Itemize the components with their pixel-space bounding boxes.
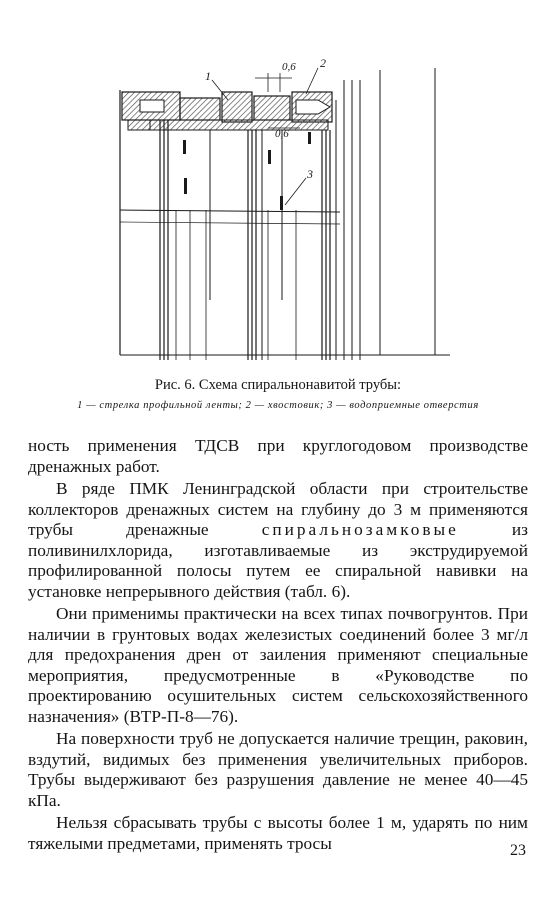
pipe-figure [0, 0, 556, 372]
paragraph-2: В ряде ПМК Ленинградской области при строительстве коллекторов дренажных систем на глубину до 3 м применяются трубы дренажные спиральнозамковые из поливинилхлорида, изготавливаемые из экструдируемой профилированной полосы путем ее спиральной навивки на установке непрерывного действия (табл. 6). [28, 479, 528, 601]
spaced-term: спиральнозамковые [261, 520, 459, 539]
profile-strip-section [122, 92, 332, 130]
figure-caption: Рис. 6. Схема спиральнонавитой трубы: [154, 377, 402, 393]
page-number: 23 [510, 842, 526, 859]
intake-holes [183, 132, 311, 210]
body-text [28, 436, 528, 854]
spiral-pipe-drawing [0, 0, 556, 372]
paragraph-3: Они применимы практически на всех типах почвогрунтов. При наличии в грунтовых водах железистых соединений более 3 мг/л для предохранения дрен от заиления применяют специальные мероприятия, предусмотренные в «Руководстве по проектированию осушительных систем сельскохозяйственного назначения» (ВТР-П-8—76). [28, 604, 528, 726]
callout-1: 1 [205, 69, 211, 83]
callout-3: 3 [307, 167, 313, 181]
figure-legend: 1 — стрелка профильной ленты; 2 — хвостовик; 3 — водоприемные отверстия [77, 400, 479, 411]
paragraph-4: На поверхности труб не допускается наличие трещин, раковин, вздутий, видимых без применения увеличительных приборов. Трубы выдерживают без разрушения давление не менее 40—45 кПа. [28, 729, 528, 810]
callout-2: 2 [320, 56, 326, 70]
dim-label-top: 0,6 [282, 61, 296, 73]
dim-label-mid: 0,6 [275, 128, 289, 140]
paragraph-5: Нельзя сбрасывать трубы с высоты более 1 м, ударять по ним тяжелыми предметами, применять тросы [28, 813, 528, 853]
paragraph-1: ность применения ТДСВ при круглогодовом производстве дренажных работ. [28, 436, 528, 476]
